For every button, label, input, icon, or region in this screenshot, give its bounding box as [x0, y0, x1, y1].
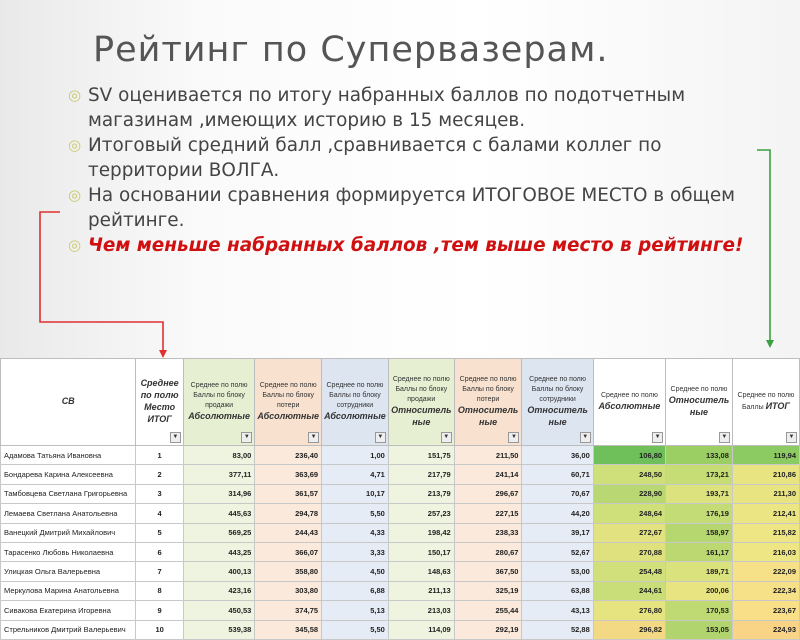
- cell-value: 44,20: [522, 504, 593, 523]
- bullet-dot-icon: ◎: [68, 136, 82, 154]
- cell-name: Ванецкий Дмитрий Михайлович: [1, 523, 136, 542]
- table-row: [1, 446, 800, 465]
- cell-value: 151,75: [388, 446, 454, 465]
- cell-value: 4,71: [322, 465, 389, 484]
- cell-value: 161,17: [666, 542, 733, 561]
- cell-value: 257,23: [388, 504, 454, 523]
- cell-value: 212,41: [732, 504, 799, 523]
- bullet-text: На основании сравнения формируется ИТОГОВОЕ МЕСТО в общем рейтинге.: [88, 185, 736, 231]
- cell-place: 6: [136, 542, 183, 561]
- cell-value: 400,13: [183, 562, 254, 581]
- cell-value: 211,13: [388, 581, 454, 600]
- rating-table-wrap: [0, 358, 800, 635]
- bullet-dot-icon: ◎: [68, 86, 82, 104]
- cell-value: 153,05: [666, 620, 733, 639]
- cell-value: 52,88: [522, 620, 593, 639]
- col-header: Среднее по полю Относитель ные ▼: [666, 359, 733, 446]
- cell-value: 5,50: [322, 620, 389, 639]
- table-row: [1, 465, 800, 484]
- filter-dropdown-icon[interactable]: ▼: [375, 432, 386, 443]
- cell-value: 4,50: [322, 562, 389, 581]
- cell-value: 254,48: [593, 562, 665, 581]
- cell-value: 211,50: [454, 446, 522, 465]
- cell-value: 148,63: [388, 562, 454, 581]
- col-header: Среднее по полю Баллы по блоку сотрудники Относитель ные ▼: [522, 359, 593, 446]
- cell-value: 314,96: [183, 484, 254, 503]
- cell-name: Стрельников Дмитрий Валерьевич: [1, 620, 136, 639]
- cell-value: 272,67: [593, 523, 665, 542]
- cell-value: 63,88: [522, 581, 593, 600]
- cell-value: 227,15: [454, 504, 522, 523]
- cell-name: Тамбовцева Светлана Григорьевна: [1, 484, 136, 503]
- cell-value: 367,50: [454, 562, 522, 581]
- cell-value: 213,79: [388, 484, 454, 503]
- cell-value: 176,19: [666, 504, 733, 523]
- cell-value: 292,19: [454, 620, 522, 639]
- cell-value: 377,11: [183, 465, 254, 484]
- cell-value: 6,88: [322, 581, 389, 600]
- cell-value: 4,33: [322, 523, 389, 542]
- cell-value: 280,67: [454, 542, 522, 561]
- cell-value: 216,03: [732, 542, 799, 561]
- col-header: СВ: [1, 359, 136, 446]
- cell-value: 36,00: [522, 446, 593, 465]
- bullet-dot-icon: ◎: [68, 236, 82, 254]
- bullet-text: Итоговый средний балл ,сравнивается с балами коллег по территории ВОЛГА.: [88, 135, 662, 181]
- cell-place: 1: [136, 446, 183, 465]
- cell-value: 53,00: [522, 562, 593, 581]
- cell-place: 2: [136, 465, 183, 484]
- cell-value: 133,08: [666, 446, 733, 465]
- cell-value: 217,79: [388, 465, 454, 484]
- rating-table: [0, 358, 800, 640]
- cell-value: 114,09: [388, 620, 454, 639]
- cell-value: 345,58: [255, 620, 322, 639]
- table-row: [1, 504, 800, 523]
- cell-value: 158,97: [666, 523, 733, 542]
- bullet-text: SV оценивается по итогу набранных баллов по подотчетным магазинам ,имеющих историю в 15 месяцев.: [88, 85, 686, 131]
- cell-value: 276,80: [593, 601, 665, 620]
- cell-value: 423,16: [183, 581, 254, 600]
- filter-dropdown-icon[interactable]: ▼: [580, 432, 591, 443]
- cell-value: 244,43: [255, 523, 322, 542]
- filter-dropdown-icon[interactable]: ▼: [308, 432, 319, 443]
- cell-value: 60,71: [522, 465, 593, 484]
- col-header: Среднее по полю Абсолютные ▼: [593, 359, 665, 446]
- table-row: [1, 601, 800, 620]
- cell-value: 325,19: [454, 581, 522, 600]
- cell-value: 83,00: [183, 446, 254, 465]
- cell-value: 363,69: [255, 465, 322, 484]
- cell-value: 10,17: [322, 484, 389, 503]
- cell-value: 189,71: [666, 562, 733, 581]
- cell-value: 228,90: [593, 484, 665, 503]
- table-header-row: [1, 359, 800, 446]
- cell-value: 150,17: [388, 542, 454, 561]
- col-header: Среднее по полю Место ИТОГ ▼: [136, 359, 183, 446]
- cell-name: Сивакова Екатерина Игоревна: [1, 601, 136, 620]
- table-body: [1, 446, 800, 640]
- cell-name: Лемаева Светлана Анатольевна: [1, 504, 136, 523]
- cell-value: 173,21: [666, 465, 733, 484]
- cell-value: 539,38: [183, 620, 254, 639]
- cell-value: 222,34: [732, 581, 799, 600]
- filter-dropdown-icon[interactable]: ▼: [441, 432, 452, 443]
- bullet-dot-icon: ◎: [68, 186, 82, 204]
- cell-place: 4: [136, 504, 183, 523]
- cell-value: 3,33: [322, 542, 389, 561]
- cell-place: 8: [136, 581, 183, 600]
- table-row: [1, 562, 800, 581]
- cell-value: 248,50: [593, 465, 665, 484]
- slide-title: Рейтинг по Супервазерам.: [93, 30, 609, 70]
- table-row: [1, 581, 800, 600]
- table-row: [1, 523, 800, 542]
- col-header: Среднее по полю Баллы по блоку продажи Относитель ные ▼: [388, 359, 454, 446]
- cell-value: 170,53: [666, 601, 733, 620]
- cell-place: 3: [136, 484, 183, 503]
- cell-value: 5,50: [322, 504, 389, 523]
- cell-value: 200,06: [666, 581, 733, 600]
- cell-name: Улицкая Ольга Валерьевна: [1, 562, 136, 581]
- filter-dropdown-icon[interactable]: ▼: [719, 432, 730, 443]
- cell-value: 52,67: [522, 542, 593, 561]
- cell-value: 106,80: [593, 446, 665, 465]
- cell-name: Тарасенко Любовь Николаевна: [1, 542, 136, 561]
- cell-name: Адамова Татьяна Ивановна: [1, 446, 136, 465]
- cell-value: 366,07: [255, 542, 322, 561]
- cell-value: 223,67: [732, 601, 799, 620]
- cell-value: 241,14: [454, 465, 522, 484]
- col-header: Среднее по полю Баллы по блоку потери Абсолютные ▼: [255, 359, 322, 446]
- filter-dropdown-icon[interactable]: ▼: [170, 432, 181, 443]
- cell-value: 303,80: [255, 581, 322, 600]
- col-header: Среднее по полю Баллы по блоку продажи Абсолютные ▼: [183, 359, 254, 446]
- col-header: Среднее по полю Баллы ИТОГ ▼: [732, 359, 799, 446]
- filter-dropdown-icon[interactable]: ▼: [652, 432, 663, 443]
- cell-value: 198,42: [388, 523, 454, 542]
- cell-value: 213,03: [388, 601, 454, 620]
- cell-value: 569,25: [183, 523, 254, 542]
- cell-value: 5,13: [322, 601, 389, 620]
- cell-value: 374,75: [255, 601, 322, 620]
- cell-value: 255,44: [454, 601, 522, 620]
- cell-value: 270,88: [593, 542, 665, 561]
- cell-name: Бондарева Карина Алексеевна: [1, 465, 136, 484]
- cell-place: 5: [136, 523, 183, 542]
- cell-value: 238,33: [454, 523, 522, 542]
- cell-value: 222,09: [732, 562, 799, 581]
- cell-value: 294,78: [255, 504, 322, 523]
- cell-value: 361,57: [255, 484, 322, 503]
- col-header: Среднее по полю Баллы по блоку сотрудники Абсолютные ▼: [322, 359, 389, 446]
- cell-value: 224,93: [732, 620, 799, 639]
- cell-value: 1,00: [322, 446, 389, 465]
- cell-value: 450,53: [183, 601, 254, 620]
- cell-name: Меркулова Марина Анатольевна: [1, 581, 136, 600]
- cell-value: 70,67: [522, 484, 593, 503]
- cell-value: 296,82: [593, 620, 665, 639]
- col-header: Среднее по полю Баллы по блоку потери Относитель ные ▼: [454, 359, 522, 446]
- cell-value: 43,13: [522, 601, 593, 620]
- table-row: [1, 484, 800, 503]
- cell-value: 248,64: [593, 504, 665, 523]
- cell-value: 39,17: [522, 523, 593, 542]
- cell-value: 445,63: [183, 504, 254, 523]
- cell-value: 215,82: [732, 523, 799, 542]
- filter-dropdown-icon[interactable]: ▼: [241, 432, 252, 443]
- cell-value: 358,80: [255, 562, 322, 581]
- bullet-text: Чем меньше набранных баллов ,тем выше место в рейтинге!: [88, 235, 744, 256]
- table-row: [1, 542, 800, 561]
- cell-value: 210,86: [732, 465, 799, 484]
- cell-place: 7: [136, 562, 183, 581]
- cell-value: 443,25: [183, 542, 254, 561]
- cell-value: 211,30: [732, 484, 799, 503]
- cell-place: 10: [136, 620, 183, 639]
- cell-value: 236,40: [255, 446, 322, 465]
- cell-value: 119,94: [732, 446, 799, 465]
- filter-dropdown-icon[interactable]: ▼: [508, 432, 519, 443]
- cell-value: 244,61: [593, 581, 665, 600]
- table-row: [1, 620, 800, 639]
- cell-place: 9: [136, 601, 183, 620]
- cell-value: 193,71: [666, 484, 733, 503]
- cell-value: 296,67: [454, 484, 522, 503]
- filter-sort-icon[interactable]: ▼: [786, 432, 797, 443]
